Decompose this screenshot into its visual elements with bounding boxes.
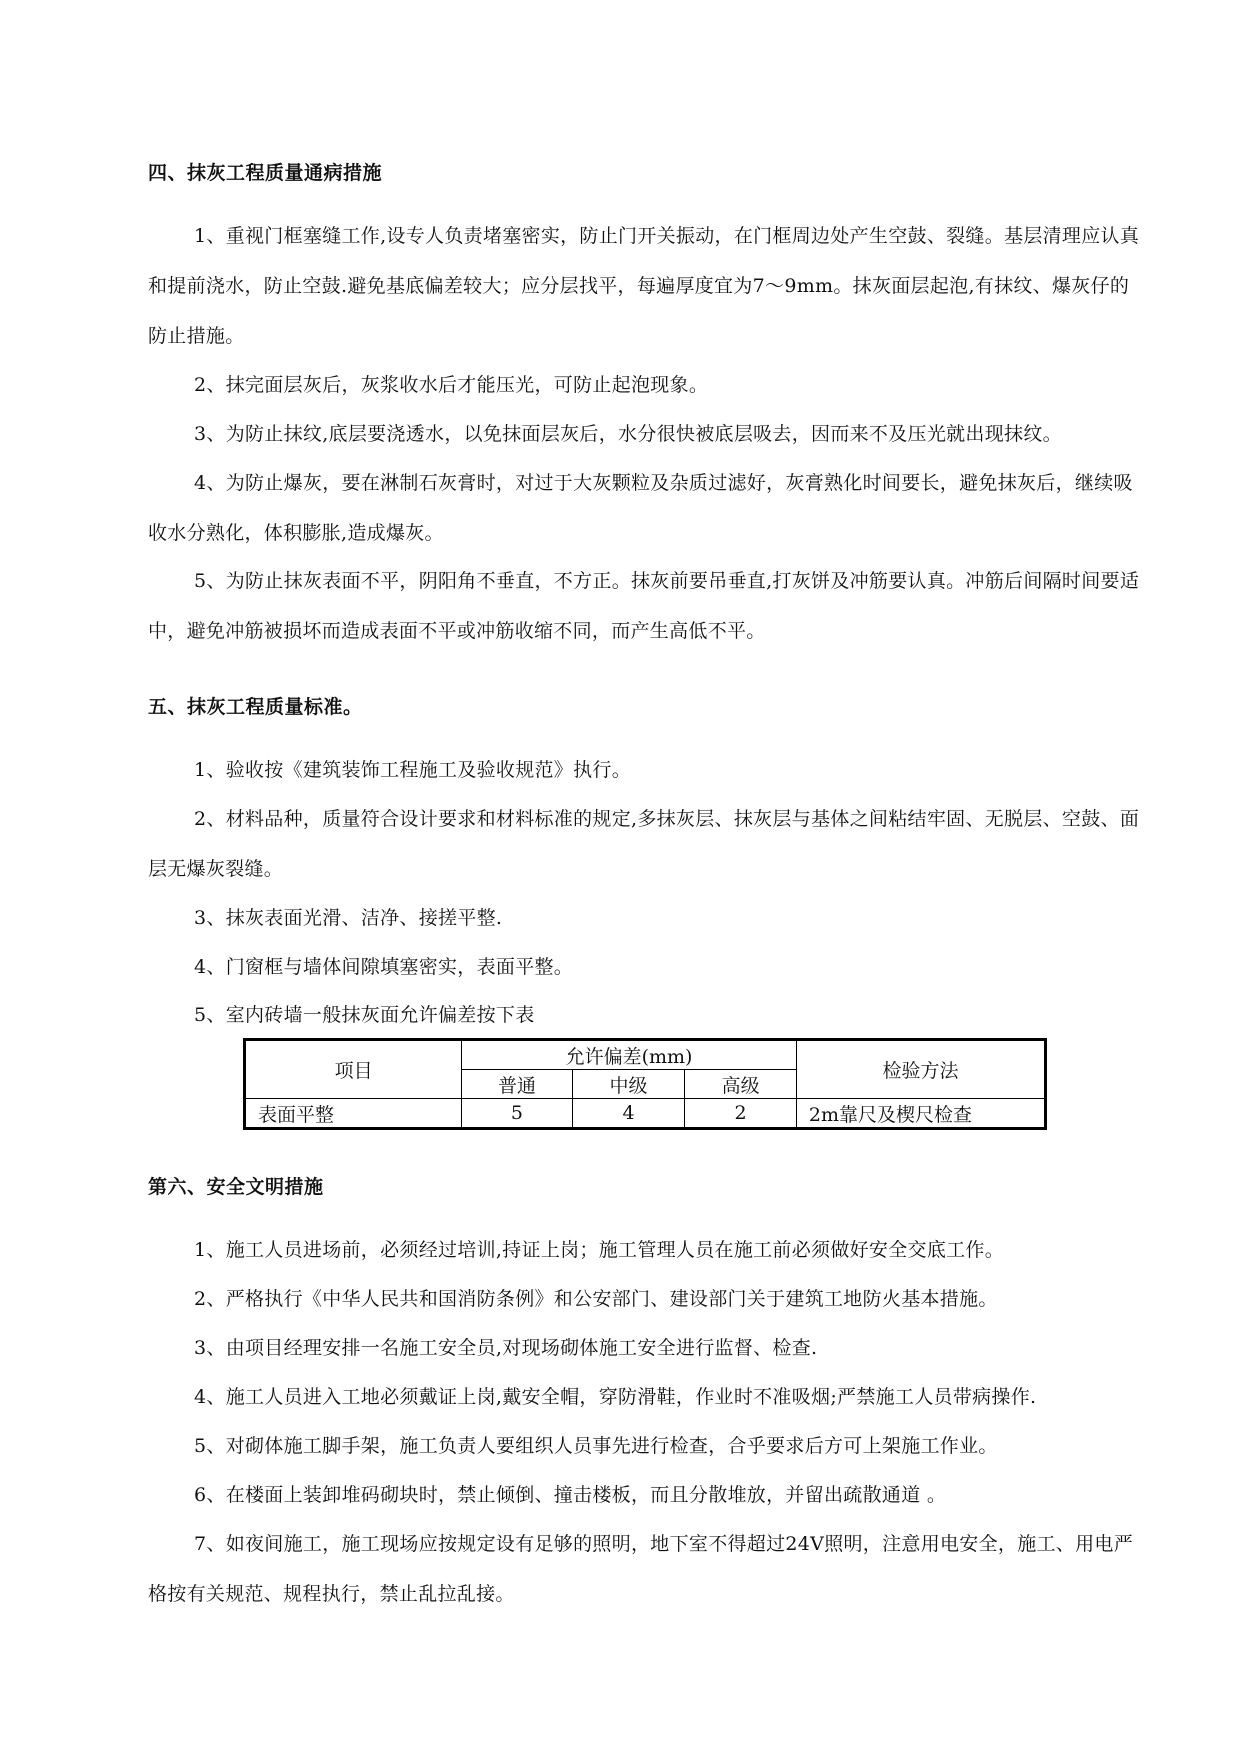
section-6-paragraph-3: 3、由项目经理安排一名施工安全员,对现场砌体施工安全进行监督、检查. bbox=[194, 1337, 818, 1359]
section-5-paragraph-5: 5、室内砖墙一般抹灰面允许偏差按下表 bbox=[194, 1004, 535, 1026]
row-mid: 4 bbox=[572, 1099, 685, 1129]
section-6-paragraph-7: 7、如夜间施工，施工现场应按规定设有足够的照明，地下室不得超过24V照明，注意用电安全，施工、用电严格按有关规范、规程执行，禁止乱拉乱接。 bbox=[148, 1533, 1133, 1605]
section-6-paragraph-4: 4、施工人员进入工地必须戴证上岗,戴安全帽，穿防滑鞋，作业时不准吸烟;严禁施工人员带病操作. bbox=[194, 1386, 1037, 1408]
header-normal: 普通 bbox=[462, 1070, 573, 1099]
row-high: 2 bbox=[685, 1099, 797, 1129]
section-5-heading: 五、抹灰工程质量标准。 bbox=[148, 696, 363, 718]
table-row bbox=[245, 1099, 1046, 1129]
section-5-paragraph-2: 2、材料品种，质量符合设计要求和材料标准的规定,多抹灰层、抹灰层与基体之间粘结牢固、无脱层、空鼓、面层无爆灰裂缝。 bbox=[148, 808, 1140, 880]
section-4-paragraph-3: 3、为防止抹纹,底层要浇透水，以免抹面层灰后，水分很快被底层吸去，因而来不及压光就出现抹纹。 bbox=[194, 423, 1062, 445]
row-normal: 5 bbox=[462, 1099, 573, 1129]
row-item: 表面平整 bbox=[245, 1099, 462, 1129]
section-4-paragraph-4: 4、为防止爆灰，要在淋制石灰膏时，对过于大灰颗粒及杂质过滤好，灰膏熟化时间要长，避免抹灰后，继续吸收水分熟化，体积膨胀,造成爆灰。 bbox=[148, 472, 1133, 544]
section-4-paragraph-2: 2、抹完面层灰后，灰浆收水后才能压光，可防止起泡现象。 bbox=[194, 374, 709, 396]
table-header-row bbox=[245, 1040, 1046, 1070]
header-method: 检验方法 bbox=[796, 1040, 1045, 1099]
section-4-heading: 四、抹灰工程质量通病措施 bbox=[148, 162, 383, 184]
tolerance-table bbox=[243, 1038, 1047, 1130]
section-5-paragraph-3: 3、抹灰表面光滑、洁净、接搓平整. bbox=[194, 907, 503, 929]
header-tolerance: 允许偏差(mm) bbox=[462, 1040, 797, 1070]
section-6-paragraph-5: 5、对砌体施工脚手架，施工负责人要组织人员事先进行检查，合乎要求后方可上架施工作业。 bbox=[194, 1435, 998, 1457]
section-6-heading: 第六、安全文明措施 bbox=[148, 1176, 324, 1198]
section-6-paragraph-1: 1、施工人员进场前，必须经过培训,持证上岗；施工管理人员在施工前必须做好安全交底工作。 bbox=[194, 1239, 1005, 1261]
header-mid: 中级 bbox=[572, 1070, 685, 1099]
header-item: 项目 bbox=[245, 1040, 462, 1099]
section-5-paragraph-1: 1、验收按《建筑装饰工程施工及验收规范》执行。 bbox=[194, 759, 631, 781]
section-4-paragraph-1: 1、重视门框塞缝工作,设专人负责堵塞密实，防止门开关振动，在门框周边处产生空鼓、裂缝。基层清理应认真和提前浇水，防止空鼓.避免基底偏差较大；应分层找平，每遍厚度宜为7～9mm。抹灰面层起泡,有抹纹、爆灰仔的防止措施。 bbox=[148, 225, 1140, 347]
section-6-paragraph-6: 6、在楼面上装卸堆码砌块时，禁止倾倒、撞击楼板，而且分散堆放，并留出疏散通道 。 bbox=[194, 1484, 947, 1506]
header-high: 高级 bbox=[685, 1070, 797, 1099]
section-6-paragraph-2: 2、严格执行《中华人民共和国消防条例》和公安部门、建设部门关于建筑工地防火基本措施。 bbox=[194, 1288, 998, 1310]
section-4-paragraph-5: 5、为防止抹灰表面不平，阴阳角不垂直，不方正。抹灰前要吊垂直,打灰饼及冲筋要认真。冲筋后间隔时间要适中，避免冲筋被损坏而造成表面不平或冲筋收缩不同，而产生高低不平。 bbox=[148, 570, 1140, 642]
section-5-paragraph-4: 4、门窗框与墙体间隙填塞密实，表面平整。 bbox=[194, 956, 574, 978]
row-method: 2m靠尺及楔尺检查 bbox=[796, 1099, 1045, 1129]
